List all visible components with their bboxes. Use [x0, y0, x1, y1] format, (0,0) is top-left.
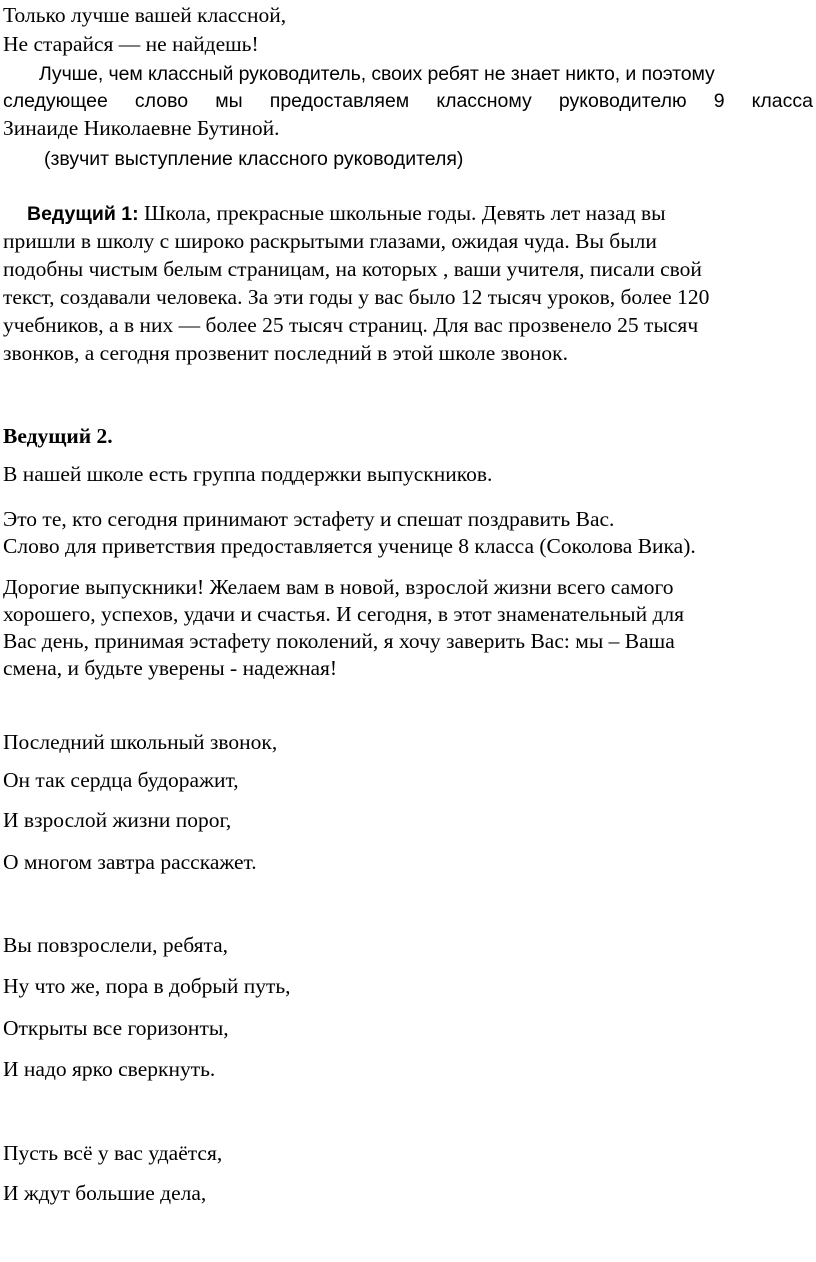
- host1-line: подобны чистым белым страницам, на которых , ваши учителя, писали свой: [3, 257, 702, 281]
- greeting-line: Дорогие выпускники! Желаем вам в новой, взрослой жизни всего самого: [3, 575, 674, 599]
- greeting-line: смена, и будьте уверены - надежная!: [3, 656, 338, 680]
- intro-paragraph-line: Зинаиде Николаевне Бутиной.: [3, 116, 280, 140]
- host1-line: пришли в школу с широко раскрытыми глазами, ожидая чуда. Вы были: [3, 229, 657, 253]
- poem-line: Он так сердца будоражит,: [3, 768, 239, 792]
- poem-line: Последний школьный звонок,: [3, 730, 278, 754]
- poem-line: Ну что же, пора в добрый путь,: [3, 974, 291, 998]
- host1-first-line: [27, 200, 816, 228]
- poem-line: Пусть всё у вас удаётся,: [3, 1141, 223, 1165]
- host1-label: Ведущий 1:: [27, 203, 139, 225]
- intro-paragraph-line: Лучше, чем классный руководитель, своих ребят не знает никто, и поэтому: [39, 63, 715, 85]
- host1-line: звонков, а сегодня прозвенит последний в этой школе звонок.: [3, 341, 568, 365]
- host1-line: текст, создавали человека. За эти годы у вас было 12 тысяч уроков, более 120: [3, 285, 710, 309]
- poem-line: И взрослой жизни порог,: [3, 808, 232, 832]
- host2-label: Ведущий 2.: [3, 424, 113, 448]
- host1-text: Школа, прекрасные школьные годы. Девять лет назад вы: [138, 201, 666, 225]
- intro-line: Только лучше вашей классной,: [3, 3, 287, 27]
- poem-line: И ждут большие дела,: [3, 1181, 207, 1205]
- intro-line: Не старайся — не найдешь!: [3, 32, 259, 56]
- poem-line: Открыты все горизонты,: [3, 1016, 229, 1040]
- host1-line: учебников, а в них — более 25 тысяч страниц. Для вас прозвенело 25 тысяч: [3, 313, 699, 337]
- poem-line: И надо ярко сверкнуть.: [3, 1057, 216, 1081]
- greeting-line: хорошего, успехов, удачи и счастья. И сегодня, в этот знаменательный для: [3, 602, 685, 626]
- poem-line: Вы повзрослели, ребята,: [3, 933, 229, 957]
- host2-line: В нашей школе есть группа поддержки выпускников.: [3, 462, 493, 486]
- host2-line: Это те, кто сегодня принимают эстафету и спешат поздравить Вас.: [3, 507, 615, 531]
- host2-line: Слово для приветствия предоставляется ученице 8 класса (Соколова Вика).: [3, 534, 696, 558]
- stage-note: (звучит выступление классного руководителя): [44, 148, 464, 170]
- poem-line: О многом завтра расскажет.: [3, 850, 257, 874]
- greeting-line: Вас день, принимая эстафету поколений, я хочу заверить Вас: мы – Ваша: [3, 629, 675, 653]
- intro-paragraph-line: следующее слово мы предоставляем классному руководителю 9 класса: [3, 90, 813, 112]
